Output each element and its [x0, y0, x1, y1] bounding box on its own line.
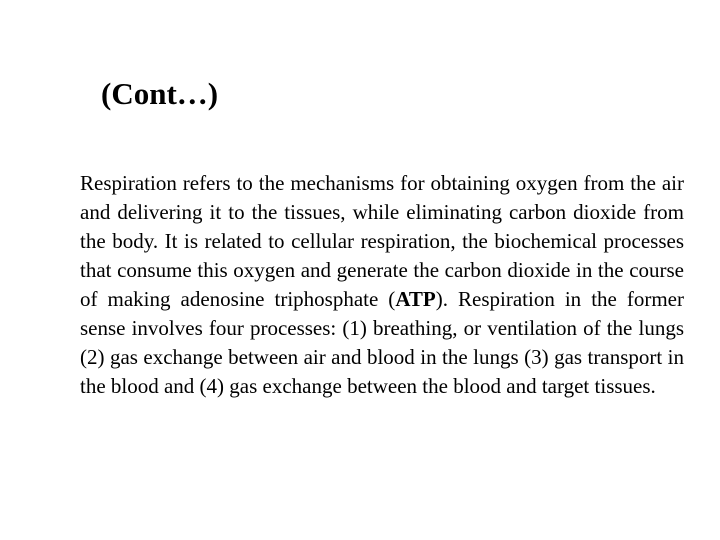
body-text-part-2: ). Respiration in the former sense involves four processes: (1) breathing, or ventilation of the lungs (2) gas exchange between air and blood in the lungs (3) gas transport in the blood and (4) gas exchange between the blood and target tissues. [80, 287, 684, 398]
atp-abbreviation: ATP [395, 287, 436, 311]
body-text-part-1: Respiration refers to the mechanisms for obtaining oxygen from the air and delivering it to the tissues, while eliminating carbon dioxide from the body. It is related to cellular respiration, the biochemical processes that consume this oxygen and generate the carbon dioxide in the course of making adenosine triphosphate ( [80, 171, 684, 311]
slide-title: (Cont…) [101, 76, 219, 111]
body-paragraph [80, 169, 684, 401]
